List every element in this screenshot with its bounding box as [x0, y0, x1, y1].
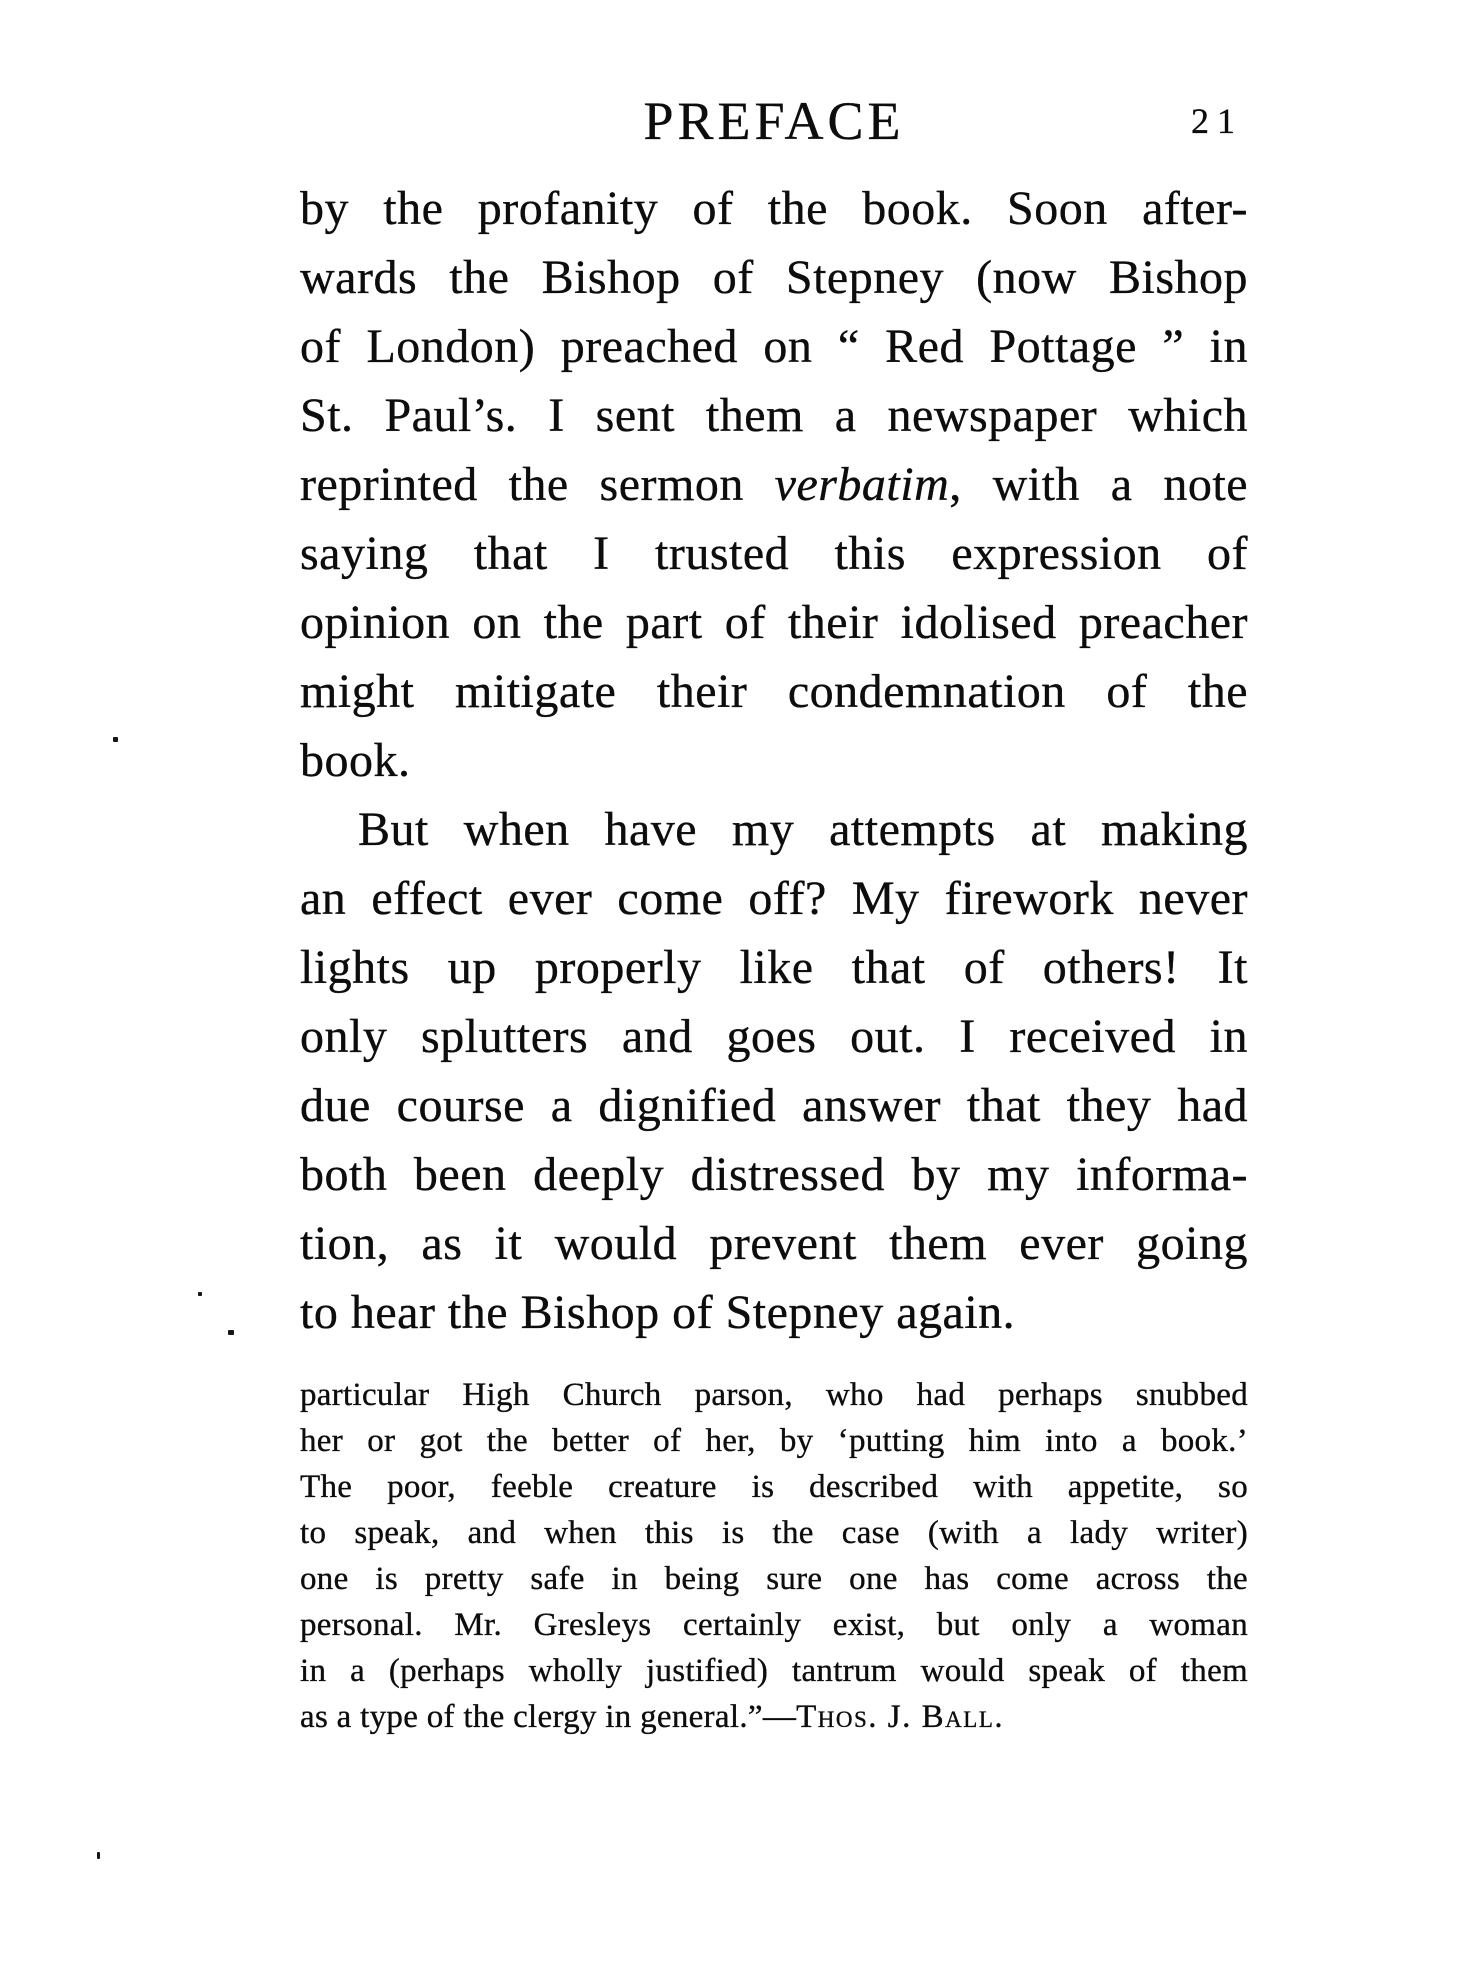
text-line: by the profanity of the book. Soon after-	[300, 182, 1248, 235]
text-line: lights up properly like that of others! It	[300, 941, 1248, 994]
scan-speck	[97, 1852, 100, 1859]
text-line: both been deeply distressed by my informa-	[300, 1148, 1248, 1201]
footnote-line: her or got the better of her, by ‘putting him into a book.’	[300, 1423, 1248, 1459]
text-line: an effect ever come off? My firework never	[300, 872, 1248, 925]
text-line	[300, 450, 1248, 519]
paragraph-end-line: book.	[300, 734, 411, 787]
text-segment: , with a note	[949, 458, 1248, 511]
footnote-line: personal. Mr. Gresleys certainly exist, but only a woman	[300, 1607, 1248, 1643]
text-line: opinion on the part of their idolised preacher	[300, 596, 1248, 649]
footnote-line: one is pretty safe in being sure one has come across the	[300, 1561, 1248, 1597]
footnote-last-line	[300, 1694, 1248, 1740]
text-segment: as a type of the clergy in general.”—	[300, 1699, 797, 1735]
footnote-line: The poor, feeble creature is described with appetite, so	[300, 1469, 1248, 1505]
scan-speck	[228, 1330, 234, 1335]
text-line: only splutters and goes out. I received in	[300, 1010, 1248, 1063]
text-segment: reprinted the sermon	[300, 458, 775, 511]
footnote-line: to speak, and when this is the case (with a lady writer)	[300, 1515, 1248, 1551]
text-line: due course a dignified answer that they had	[300, 1079, 1248, 1132]
footnote-line: particular High Church parson, who had perhaps snubbed	[300, 1377, 1248, 1413]
text-line: of London) preached on “ Red Pottage ” in	[300, 320, 1248, 373]
footnote-text	[300, 1372, 1248, 1740]
page-number: 21	[1191, 101, 1243, 141]
page-header	[300, 86, 1248, 156]
text-line: tion, as it would prevent them ever going	[300, 1217, 1248, 1270]
body-text	[300, 174, 1248, 1347]
footnote-author: Thos. J. Ball.	[796, 1699, 1005, 1735]
text-line: wards the Bishop of Stepney (now Bishop	[300, 251, 1248, 304]
italic-word: verbatim	[774, 458, 950, 511]
paragraph-end-line: to hear the Bishop of Stepney again.	[300, 1286, 1016, 1339]
paragraph-start-line: But when have my attempts at making	[358, 803, 1248, 856]
footnote-line: in a (perhaps wholly justified) tantrum would speak of them	[300, 1653, 1248, 1689]
scan-speck	[113, 737, 118, 742]
text-line: saying that I trusted this expression of	[300, 527, 1248, 580]
text-line: might mitigate their condemnation of the	[300, 665, 1248, 718]
scan-speck	[198, 1292, 202, 1296]
text-line: St. Paul’s. I sent them a newspaper which	[300, 389, 1248, 442]
page-title: PREFACE	[643, 91, 905, 151]
